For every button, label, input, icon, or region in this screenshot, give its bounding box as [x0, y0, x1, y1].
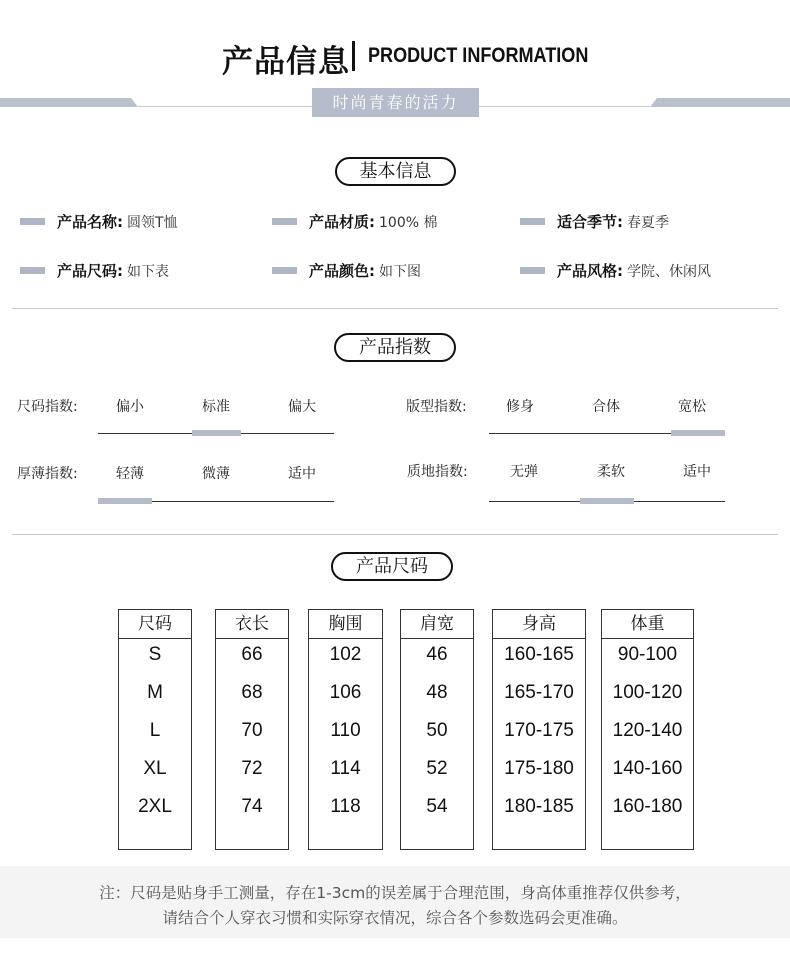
size-cell: M [147, 682, 163, 703]
index-label-size: 尺码指数: [17, 399, 78, 415]
info-value: 100% 棉 [379, 214, 438, 231]
index-scale-marker [580, 498, 634, 504]
size-column [492, 609, 586, 850]
size-column [601, 609, 694, 850]
size-column-header: 身高 [493, 610, 585, 639]
size-cell: 165-170 [504, 682, 574, 703]
index-option: 偏大 [288, 399, 316, 415]
index-label-texture: 质地指数: [407, 464, 468, 480]
size-cell: 48 [426, 682, 448, 703]
size-cell: 180-185 [504, 796, 574, 817]
size-cell: 70 [241, 720, 263, 741]
bullet-marker [520, 267, 545, 274]
size-cell: 66 [241, 644, 263, 665]
section-pill-size: 产品尺码 [331, 552, 453, 581]
index-scale-marker [192, 430, 241, 436]
bullet-marker [272, 218, 297, 225]
size-cell: 140-160 [612, 758, 683, 779]
info-value: 学院、休闲风 [627, 263, 711, 280]
info-label: 产品名称: [57, 213, 123, 231]
bullet-marker [20, 267, 45, 274]
section-divider [12, 534, 778, 535]
size-column [215, 609, 289, 850]
size-cell: 114 [330, 758, 361, 779]
size-cell: S [148, 644, 162, 665]
note-line-1: 注：尺码是贴身手工测量，存在1-3cm的误差属于合理范围，身高体重推荐仅供参考， [99, 884, 691, 902]
size-cell: XL [143, 758, 167, 779]
decor-band-left [0, 98, 138, 107]
bullet-marker [20, 218, 45, 225]
bullet-marker [520, 218, 545, 225]
info-value: 如下图 [379, 263, 421, 280]
index-scale-marker [98, 498, 152, 504]
size-cell: 160-165 [504, 644, 574, 665]
page-title-english: PRODUCT INFORMATION [368, 44, 589, 67]
size-cell: 120-140 [612, 720, 683, 741]
index-option: 适中 [288, 466, 316, 482]
size-cell: 50 [426, 720, 448, 741]
size-cell: 90-100 [617, 644, 678, 665]
info-label: 产品颜色: [309, 262, 375, 280]
size-cell: 175-180 [504, 758, 574, 779]
info-label: 产品风格: [557, 262, 623, 280]
size-cell: 72 [241, 758, 263, 779]
size-cell: 46 [426, 644, 448, 665]
size-column [308, 609, 383, 850]
section-divider [12, 308, 778, 309]
size-cell: 100-120 [612, 682, 683, 703]
size-cell: 2XL [138, 796, 172, 817]
info-value: 春夏季 [627, 214, 669, 231]
size-column-header: 衣长 [216, 610, 288, 639]
size-column [118, 609, 192, 850]
index-option: 无弹 [510, 464, 538, 480]
subtitle-banner: 时尚青春的活力 [312, 88, 479, 117]
info-value: 如下表 [127, 263, 169, 280]
index-option: 偏小 [116, 399, 144, 415]
size-cell: 68 [241, 682, 263, 703]
info-item-name [20, 211, 178, 232]
size-column [400, 609, 474, 850]
size-cell: 54 [426, 796, 448, 817]
size-column-header: 体重 [602, 610, 693, 639]
note-line-2: 请结合个人穿衣习惯和实际穿衣情况，综合各个参数选码会更准确。 [162, 909, 628, 927]
size-cell: 74 [241, 796, 263, 817]
info-item-season [520, 211, 669, 232]
info-item-color [272, 260, 421, 281]
bullet-marker [272, 267, 297, 274]
info-item-size [20, 260, 169, 281]
size-cell: 110 [330, 720, 361, 741]
title-separator [352, 41, 355, 71]
size-cell: 102 [329, 644, 362, 665]
size-column-header: 肩宽 [401, 610, 473, 639]
info-label: 适合季节: [557, 213, 623, 231]
size-cell: 118 [330, 796, 361, 817]
note-panel [0, 866, 790, 938]
info-item-material [272, 211, 437, 232]
decor-band-right [650, 98, 790, 107]
info-item-style [520, 260, 711, 281]
section-pill-basic: 基本信息 [335, 157, 456, 186]
size-column-body [602, 639, 693, 834]
size-column-header: 尺码 [119, 610, 191, 639]
section-pill-index: 产品指数 [334, 333, 456, 362]
size-column-body [216, 639, 288, 834]
size-column-body [309, 639, 382, 834]
index-label-thickness: 厚薄指数: [17, 466, 78, 482]
size-cell: 52 [426, 758, 448, 779]
info-value: 圆领T恤 [127, 214, 178, 231]
index-option: 标准 [202, 399, 230, 415]
size-cell: 160-180 [612, 796, 683, 817]
size-cell: L [149, 720, 161, 741]
size-column-body [401, 639, 473, 834]
size-column-header: 胸围 [309, 610, 382, 639]
size-cell: 106 [329, 682, 362, 703]
size-column-body [119, 639, 191, 834]
index-option: 宽松 [678, 399, 706, 415]
index-option: 柔软 [597, 464, 625, 480]
info-label: 产品材质: [309, 213, 375, 231]
index-option: 微薄 [202, 466, 230, 482]
index-label-fit: 版型指数: [406, 399, 467, 415]
index-scale-marker [671, 430, 725, 436]
index-option: 合体 [592, 399, 620, 415]
index-option: 适中 [683, 464, 711, 480]
page-title: 产品信息 [222, 44, 350, 80]
size-cell: 170-175 [504, 720, 574, 741]
index-option: 轻薄 [116, 466, 144, 482]
size-column-body [493, 639, 585, 834]
index-option: 修身 [506, 399, 534, 415]
info-label: 产品尺码: [57, 262, 123, 280]
